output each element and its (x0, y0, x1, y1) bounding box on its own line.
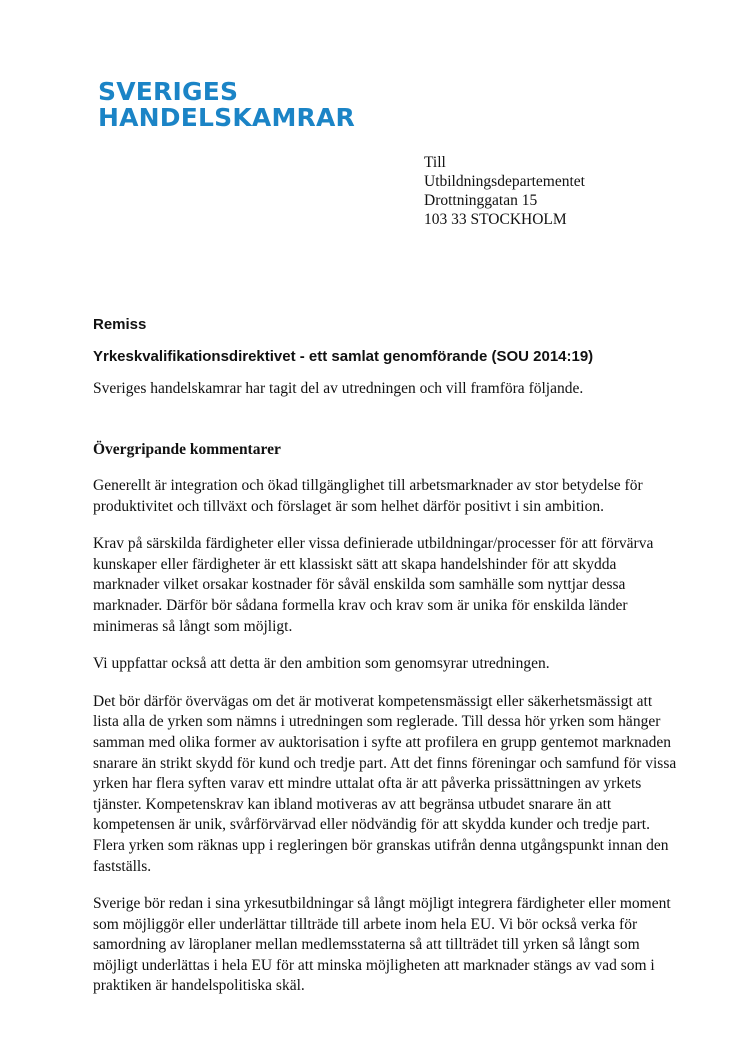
letter-body (93, 315, 677, 997)
recipient-address (424, 153, 585, 229)
paragraph (93, 894, 673, 997)
paragraph-line: kunskaper eller färdigheter är ett klassiskt sätt att skapa handelshinder för att skydda (93, 555, 617, 573)
paragraph-line: Flera yrken som räknas upp i regleringen bör granskas utifrån denna utgångspunkt innan den (93, 836, 669, 854)
paragraph-line: som möjliggör eller underlättar tillträde till arbete inom hela EU. Vi bör också verka för (93, 915, 638, 933)
intro-sentence: Sveriges handelskamrar har tagit del av utredningen och vill framföra följande. (93, 380, 584, 397)
paragraph-line: Generellt är integration och ökad tillgänglighet till arbetsmarknader av stor betydelse för (93, 477, 643, 494)
recipient-line: Drottninggatan 15 (424, 192, 538, 209)
paragraph-line: tjänster. Kompetenskrav kan ibland motiveras av att begränsa utbudet snarare än att (93, 795, 612, 813)
paragraph-line: Krav på särskilda färdigheter eller vissa definierade utbildningar/processer för att förvärva (93, 535, 654, 553)
document-label: Remiss (93, 316, 147, 333)
logo-line-1: SVERIGES (98, 77, 239, 106)
paragraph (93, 692, 677, 877)
paragraph-line: minimeras så långt som möjligt. (93, 617, 293, 635)
paragraph-line: marknader vilket orsakar kostnader för såväl enskilda som samhälle som nyttjar dessa (93, 576, 626, 594)
recipient-line: Utbildningsdepartementet (424, 173, 585, 190)
paragraph-line: produktivitet och tillväxt och förslaget är som helhet därför positivt i sin ambition. (93, 497, 604, 515)
logo-line-2: HANDELSKAMRAR (98, 103, 356, 132)
paragraph-line: fastställs. (93, 857, 152, 875)
paragraph-line: yrken har flera syften varav ett mindre uttalat ofta är att påverka prissättningen av yrkets (93, 775, 642, 793)
paragraph-line: Sverige bör redan i sina yrkesutbildningar så långt möjligt integrera färdigheter eller moment (93, 895, 671, 913)
paragraph-line: Det bör därför övervägas om det är motiverat kompetensmässigt eller säkerhetsmässigt att (93, 692, 653, 710)
subject-title: Yrkeskvalifikationsdirektivet - ett samlat genomförande (SOU 2014:19) (93, 348, 594, 365)
recipient-line: 103 33 STOCKHOLM (424, 211, 567, 228)
paragraph-line: marknader. Därför bör sådana formella krav och krav som är unika för enskilda länder (93, 596, 628, 614)
paragraph-line: Vi uppfattar också att detta är den ambition som genomsyrar utredningen. (93, 655, 550, 673)
paragraph-line: möjligt underlättas i hela EU för att minska möjligheten att marknader stängs av vad som i (93, 956, 655, 974)
paragraph-line: praktiken är handelspolitiska skäl. (93, 977, 305, 995)
paragraph-line: samordning av läroplaner mellan medlemsstaterna så att tillträdet till yrken så långt som (93, 936, 640, 954)
paragraph-line: snarare än strikt skydd för kund och tredje part. Att det finns föreningar och samfund för vissa (93, 754, 677, 772)
paragraph-line: samman med olika former av auktorisation i syfte att profilera en grupp gentemot marknaden (93, 733, 672, 751)
paragraph (93, 534, 673, 637)
paragraph-line: lista alla de yrken som nämns i utredningen som reglerade. Till dessa hör yrken som hänger (93, 713, 661, 731)
organization-logo (98, 79, 355, 131)
recipient-line: Till (424, 154, 446, 171)
paragraph-line: kompetensen är unik, svårförvärvad eller nödvändig för att skydda kunder och tredje part. (93, 816, 650, 834)
section-heading: Övergripande kommentarer (93, 441, 281, 458)
paragraph (93, 654, 673, 675)
paragraph (93, 476, 673, 517)
